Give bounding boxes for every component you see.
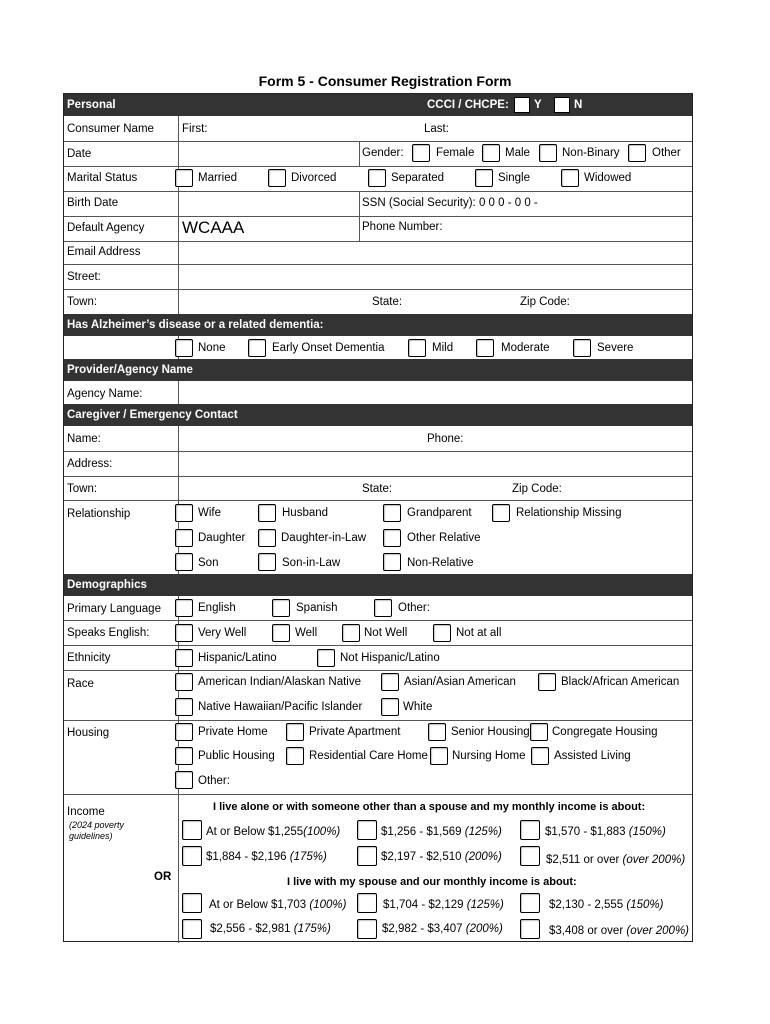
gender-female-checkbox[interactable] — [412, 144, 430, 162]
rel-son-in-law-label: Son-in-Law — [282, 557, 341, 569]
rel-daughter-in-law-checkbox[interactable] — [258, 529, 276, 547]
caregiver-name-label: Name: — [67, 433, 101, 445]
lang-spanish-checkbox[interactable] — [272, 599, 290, 617]
alz-early-onset-checkbox[interactable] — [248, 339, 266, 357]
english-not-at-all-label: Not at all — [456, 627, 502, 639]
lang-english-label: English — [198, 602, 236, 614]
race-black-label: Black/African American — [561, 676, 680, 688]
rel-son-checkbox[interactable] — [175, 553, 193, 571]
spouse-150-label: $2,130 - 2,555 (150%) — [549, 899, 664, 911]
married-label: Married — [198, 172, 237, 184]
race-hawaiian-checkbox[interactable] — [175, 698, 193, 716]
alz-mild-label: Mild — [432, 342, 454, 354]
alz-severe-checkbox[interactable] — [573, 339, 591, 357]
rel-grandparent-label: Grandparent — [407, 507, 472, 519]
caregiver-header — [64, 404, 692, 426]
registration-form — [63, 93, 693, 942]
english-very-well-label: Very Well — [198, 627, 247, 639]
alone-125-checkbox[interactable] — [357, 820, 377, 840]
rel-wife-label: Wife — [198, 507, 221, 519]
ccci-no-label: N — [574, 99, 583, 111]
not-hispanic-label: Not Hispanic/Latino — [340, 652, 440, 664]
alz-moderate-label: Moderate — [501, 342, 550, 354]
last-name-field[interactable]: Last: — [424, 123, 449, 135]
spouse-150-checkbox[interactable] — [520, 893, 540, 913]
gender-label: Gender: — [362, 147, 404, 159]
housing-assisted-checkbox[interactable] — [531, 747, 549, 765]
alone-over-200-checkbox[interactable] — [520, 846, 540, 866]
race-white-label: White — [403, 701, 433, 713]
widowed-checkbox[interactable] — [561, 169, 579, 187]
caregiver-zip-label: Zip Code: — [512, 483, 562, 495]
caregiver-header-label: Caregiver / Emergency Contact — [67, 409, 238, 421]
housing-nursing-checkbox[interactable] — [430, 747, 448, 765]
housing-private-apt-label: Private Apartment — [309, 726, 401, 738]
rel-wife-checkbox[interactable] — [175, 504, 193, 522]
income-or-label: OR — [154, 871, 172, 883]
english-not-well-checkbox[interactable] — [342, 624, 360, 642]
race-white-checkbox[interactable] — [381, 698, 399, 716]
race-asian-checkbox[interactable] — [381, 673, 399, 691]
rel-other-relative-label: Other Relative — [407, 532, 481, 544]
english-not-well-label: Not Well — [364, 627, 408, 639]
english-well-checkbox[interactable] — [272, 624, 290, 642]
lang-other-label: Other: — [398, 602, 430, 614]
state-label: State: — [372, 296, 403, 308]
ccci-yes-checkbox[interactable] — [514, 97, 530, 113]
divorced-checkbox[interactable] — [268, 169, 286, 187]
demographics-header — [64, 574, 692, 596]
marital-status-label: Marital Status — [67, 172, 138, 184]
spouse-over-200-label: $3,408 or over (over 200%) — [549, 925, 689, 937]
gender-female-label: Female — [436, 147, 475, 159]
rel-missing-label: Relationship Missing — [516, 507, 622, 519]
ethnicity-label: Ethnicity — [67, 652, 111, 664]
income-label: Income — [67, 806, 105, 818]
lang-spanish-label: Spanish — [296, 602, 338, 614]
housing-private-home-checkbox[interactable] — [175, 723, 193, 741]
race-asian-label: Asian/Asian American — [404, 676, 516, 688]
alz-mild-checkbox[interactable] — [408, 339, 426, 357]
gender-male-label: Male — [505, 147, 530, 159]
rel-daughter-in-law-label: Daughter-in-Law — [281, 532, 367, 544]
separated-checkbox[interactable] — [368, 169, 386, 187]
housing-private-home-label: Private Home — [198, 726, 268, 738]
alzheimers-header-label: Has Alzheimer’s disease or a related dementia: — [67, 319, 324, 331]
relationship-label: Relationship — [67, 508, 131, 520]
race-native-label: American Indian/Alaskan Native — [198, 676, 361, 688]
spouse-175-checkbox[interactable] — [182, 919, 202, 939]
caregiver-state-label: State: — [362, 483, 393, 495]
alone-150-checkbox[interactable] — [520, 820, 540, 840]
caregiver-town-label: Town: — [67, 483, 98, 495]
demographics-header-label: Demographics — [67, 579, 147, 591]
spouse-100-checkbox[interactable] — [182, 893, 202, 913]
housing-residential-label: Residential Care Home — [309, 750, 428, 762]
housing-other-checkbox[interactable] — [175, 771, 193, 789]
housing-assisted-label: Assisted Living — [554, 750, 631, 762]
spouse-over-200-checkbox[interactable] — [520, 919, 540, 939]
town-label: Town: — [67, 296, 98, 308]
alone-100-checkbox[interactable] — [182, 820, 202, 840]
spouse-125-checkbox[interactable] — [357, 893, 377, 913]
street-label: Street: — [67, 271, 101, 283]
hispanic-checkbox[interactable] — [175, 649, 193, 667]
housing-public-checkbox[interactable] — [175, 747, 193, 765]
alz-severe-label: Severe — [597, 342, 634, 354]
gender-male-checkbox[interactable] — [482, 144, 500, 162]
rel-other-relative-checkbox[interactable] — [383, 529, 401, 547]
alone-175-checkbox[interactable] — [182, 846, 202, 866]
income-note-line2: guidelines) — [69, 831, 113, 841]
form-title: Form 5 - Consumer Registration Form — [258, 73, 512, 89]
rel-husband-label: Husband — [282, 507, 329, 519]
ccci-no-checkbox[interactable] — [554, 97, 570, 113]
alz-early-onset-label: Early Onset Dementia — [272, 342, 385, 354]
alone-175-label: $1,884 - $2,196 (175%) — [206, 851, 327, 863]
personal-header-label: Personal — [67, 99, 116, 111]
hispanic-label: Hispanic/Latino — [198, 652, 277, 664]
ccci-yes-label: Y — [534, 99, 542, 111]
english-not-at-all-checkbox[interactable] — [433, 624, 451, 642]
birth-date-label: Birth Date — [67, 197, 119, 209]
housing-other-label: Other: — [198, 775, 230, 787]
housing-label: Housing — [67, 727, 110, 739]
rel-son-label: Son — [198, 557, 219, 569]
not-hispanic-checkbox[interactable] — [317, 649, 335, 667]
widowed-label: Widowed — [584, 172, 632, 184]
rel-daughter-checkbox[interactable] — [175, 529, 193, 547]
housing-congregate-checkbox[interactable] — [530, 723, 548, 741]
consumer-name-label: Consumer Name — [67, 123, 154, 135]
english-well-label: Well — [295, 627, 318, 639]
alone-100-label: At or Below $1,255(100%) — [206, 826, 341, 838]
date-label: Date — [67, 148, 92, 160]
divorced-label: Divorced — [291, 172, 337, 184]
first-name-field[interactable]: First: — [182, 123, 208, 135]
rel-daughter-label: Daughter — [198, 532, 246, 544]
speaks-english-label: Speaks English: — [67, 627, 150, 639]
phone-number-field[interactable]: Phone Number: — [362, 221, 443, 233]
ssn-field[interactable]: SSN (Social Security): 0 0 0 - 0 0 - — [362, 197, 538, 209]
alone-over-200-label: $2,511 or over (over 200%) — [546, 854, 686, 866]
gender-other-label: Other — [652, 147, 681, 159]
english-very-well-checkbox[interactable] — [175, 624, 193, 642]
race-black-checkbox[interactable] — [538, 673, 556, 691]
spouse-200-label: $2,982 - $3,407 (200%) — [382, 923, 503, 935]
housing-public-label: Public Housing — [198, 750, 275, 762]
default-agency-label: Default Agency — [67, 222, 145, 234]
separated-label: Separated — [391, 172, 445, 184]
rel-son-in-law-checkbox[interactable] — [258, 553, 276, 571]
caregiver-address-label: Address: — [67, 458, 113, 470]
provider-header-label: Provider/Agency Name — [67, 364, 193, 376]
spouse-200-checkbox[interactable] — [357, 919, 377, 939]
zip-label: Zip Code: — [520, 296, 570, 308]
income-spouse-header: I live with my spouse and our monthly income is about: — [287, 876, 577, 888]
housing-residential-checkbox[interactable] — [286, 747, 304, 765]
primary-language-label: Primary Language — [67, 603, 161, 615]
personal-header — [64, 94, 692, 116]
income-alone-header: I live alone or with someone other than a spouse and my monthly income is about: — [213, 801, 646, 813]
spouse-100-label: At or Below $1,703 (100%) — [209, 899, 347, 911]
gender-nonbinary-label: Non-Binary — [562, 147, 620, 159]
default-agency-value[interactable]: WCAAA — [182, 218, 245, 237]
lang-english-checkbox[interactable] — [175, 599, 193, 617]
single-label: Single — [498, 172, 530, 184]
alz-none-label: None — [198, 342, 226, 354]
race-label: Race — [67, 678, 94, 690]
caregiver-phone-label: Phone: — [427, 433, 464, 445]
rel-non-relative-label: Non-Relative — [407, 557, 474, 569]
alone-200-label: $2,197 - $2,510 (200%) — [381, 851, 502, 863]
race-native-checkbox[interactable] — [175, 673, 193, 691]
rel-missing-checkbox[interactable] — [492, 504, 510, 522]
alzheimers-header — [64, 314, 692, 336]
single-checkbox[interactable] — [475, 169, 493, 187]
race-hawaiian-label: Native Hawaiian/Pacific Islander — [198, 701, 363, 713]
alone-200-checkbox[interactable] — [357, 846, 377, 866]
alone-150-label: $1,570 - $1,883 (150%) — [545, 826, 666, 838]
email-label: Email Address — [67, 246, 141, 258]
lang-other-checkbox[interactable] — [374, 599, 392, 617]
housing-senior-label: Senior Housing — [451, 726, 530, 738]
housing-private-apt-checkbox[interactable] — [286, 723, 304, 741]
alone-125-label: $1,256 - $1,569 (125%) — [381, 826, 502, 838]
income-note-line1: (2024 poverty — [69, 820, 125, 830]
married-checkbox[interactable] — [175, 169, 193, 187]
spouse-175-label: $2,556 - $2,981 (175%) — [210, 923, 331, 935]
agency-name-label: Agency Name: — [67, 388, 143, 400]
alz-moderate-checkbox[interactable] — [476, 339, 494, 357]
spouse-125-label: $1,704 - $2,129 (125%) — [383, 899, 504, 911]
housing-nursing-label: Nursing Home — [452, 750, 526, 762]
provider-header — [64, 359, 692, 381]
gender-other-checkbox[interactable] — [628, 144, 646, 162]
ccci-label: CCCI / CHCPE: — [427, 99, 509, 111]
alz-none-checkbox[interactable] — [175, 339, 193, 357]
rel-grandparent-checkbox[interactable] — [383, 504, 401, 522]
rel-husband-checkbox[interactable] — [258, 504, 276, 522]
gender-nonbinary-checkbox[interactable] — [539, 144, 557, 162]
rel-non-relative-checkbox[interactable] — [383, 553, 401, 571]
housing-congregate-label: Congregate Housing — [552, 726, 658, 738]
housing-senior-checkbox[interactable] — [428, 723, 446, 741]
